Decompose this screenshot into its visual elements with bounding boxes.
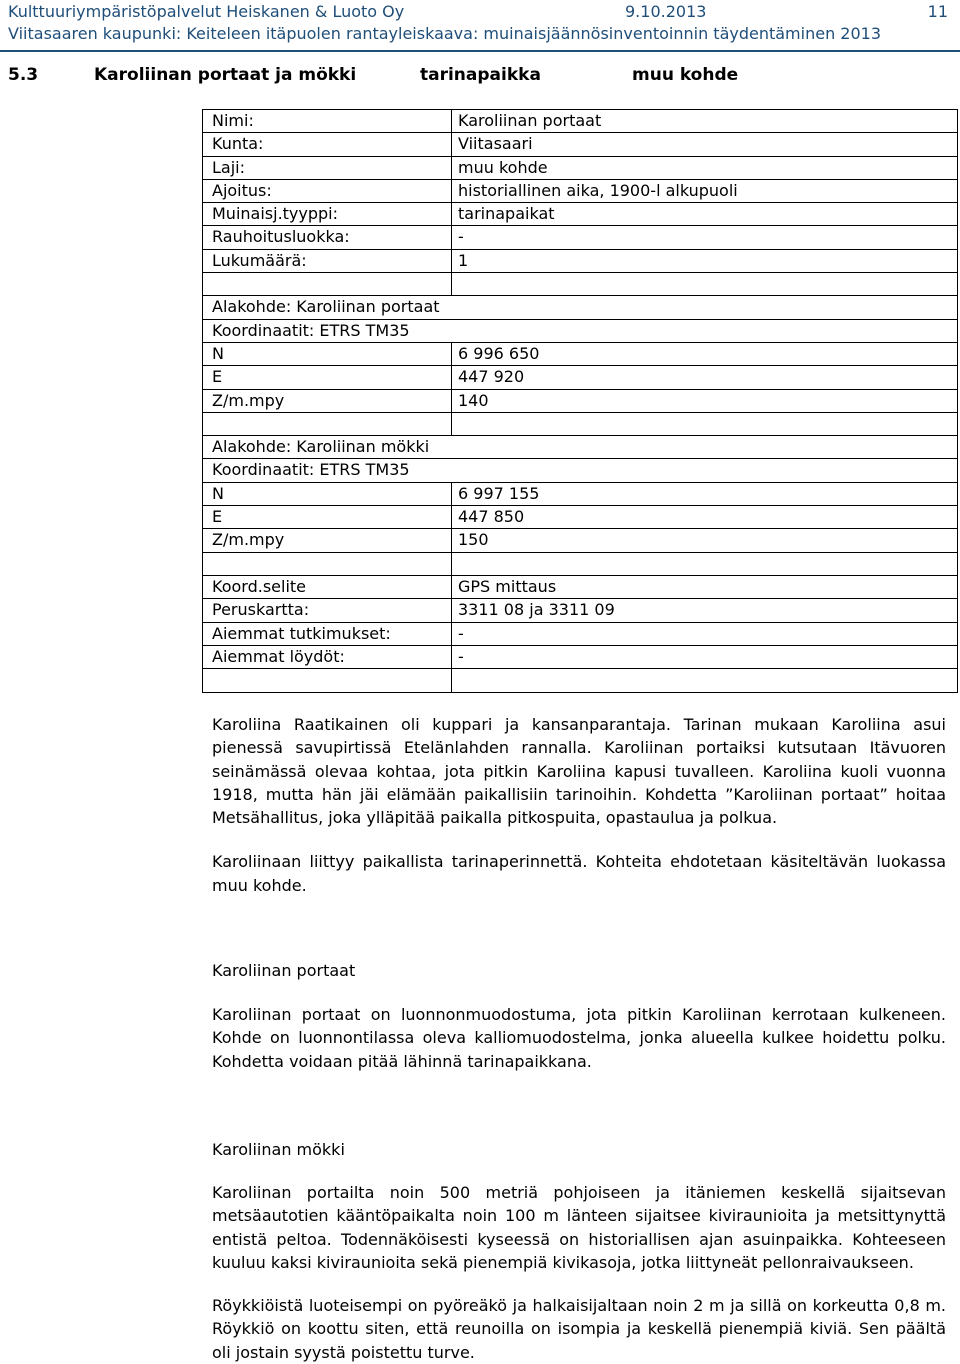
site-info-table — [202, 109, 958, 693]
table-row — [203, 413, 957, 436]
table-row — [203, 553, 957, 576]
column-divider — [451, 599, 452, 621]
table-row-value: tarinapaikat — [458, 204, 555, 224]
column-divider — [451, 390, 452, 412]
table-row — [203, 366, 957, 389]
table-row-key: Muinaisj.tyyppi: — [212, 204, 339, 224]
column-divider — [451, 157, 452, 179]
column-divider — [451, 506, 452, 528]
column-divider — [451, 133, 452, 155]
table-row-full-label: Koordinaatit: ETRS TM35 — [212, 320, 410, 340]
column-divider — [451, 250, 452, 272]
table-row-value: 447 920 — [458, 367, 525, 387]
table-row-key: Lukumäärä: — [212, 250, 307, 270]
table-row-value: muu kohde — [458, 157, 548, 177]
header-date: 9.10.2013 — [625, 2, 707, 21]
table-row-value: 140 — [458, 390, 489, 410]
mokki-text — [212, 1181, 946, 1364]
table-row-value: 1 — [458, 250, 469, 270]
table-row — [203, 390, 957, 413]
table-row-value: 447 850 — [458, 507, 525, 527]
table-row — [203, 110, 957, 133]
section-type: muu kohde — [632, 65, 739, 85]
table-row-value: - — [458, 623, 464, 643]
column-divider — [451, 553, 452, 575]
table-row — [203, 436, 957, 459]
table-row-key: Nimi: — [212, 111, 254, 130]
table-row-value: - — [458, 227, 464, 247]
section-name: Karoliinan portaat ja mökki — [94, 65, 357, 85]
mokki-paragraph-1: Karoliinan portailta noin 500 metriä pohjoiseen ja itäniemen keskellä sijaitsevan metsäautotien kääntöpaikalta noin 100 m länteen sijaitsee kiviraunioita ja metsittynyttä entistä peltoa. Todennäköisesti kyseessä on historiallisen ajan asuinpaikka. Kohteeseen kuuluu kaksi kiviraunioita sekä pienempiä kivikasoja, jotka liittyneät pellonraivaukseen. — [212, 1183, 946, 1272]
table-row — [203, 250, 957, 273]
table-row-key: Kunta: — [212, 134, 264, 154]
section-category: tarinapaikka — [420, 65, 541, 85]
column-divider — [451, 203, 452, 225]
table-row — [203, 646, 957, 669]
table-row-value: historiallinen aika, 1900-l alkupuoli — [458, 180, 738, 200]
table-row — [203, 599, 957, 622]
page-header — [0, 0, 960, 48]
column-divider — [451, 273, 452, 295]
column-divider — [451, 366, 452, 388]
table-row-key: N — [212, 483, 224, 503]
intro-text — [212, 713, 946, 897]
table-row-key: Ajoitus: — [212, 180, 272, 200]
table-row-key: Rauhoitusluokka: — [212, 227, 350, 247]
portaat-heading: Karoliinan portaat — [212, 961, 356, 980]
table-row — [203, 296, 957, 319]
table-row-full-label: Alakohde: Karoliinan portaat — [212, 297, 440, 317]
column-divider — [451, 413, 452, 435]
table-row-key: E — [212, 507, 223, 527]
table-row — [203, 483, 957, 506]
table-row-key: Peruskartta: — [212, 600, 310, 620]
table-row — [203, 203, 957, 226]
table-row-value: Viitasaari — [458, 134, 533, 154]
table-row — [203, 459, 957, 482]
page-number: 11 — [927, 2, 948, 21]
column-divider — [451, 483, 452, 505]
header-rule — [0, 50, 960, 52]
table-row-value: 150 — [458, 530, 489, 550]
table-row — [203, 529, 957, 552]
column-divider — [451, 623, 452, 645]
table-row-key: E — [212, 367, 223, 387]
header-line-1 — [8, 2, 948, 22]
mokki-paragraph-2: Röykkiöistä luoteisempi on pyöreäkö ja halkaisijaltaan noin 2 m ja sillä on korkeutta 0,8 m. Röykkiö on koottu siten, että reunoilla on isompia ja keskellä pienempiä kiviä. Sen päältä oli jostain syystä poistettu turve. — [212, 1296, 946, 1362]
table-row-key: Aiemmat löydöt: — [212, 646, 345, 666]
column-divider — [451, 646, 452, 668]
table-row — [203, 273, 957, 296]
table-row — [203, 669, 957, 692]
table-row — [203, 157, 957, 180]
table-row-value: - — [458, 646, 464, 666]
table-row-full-label: Koordinaatit: ETRS TM35 — [212, 460, 410, 480]
table-row-value: Karoliinan portaat — [458, 111, 602, 130]
table-row — [203, 343, 957, 366]
section-number: 5.3 — [8, 65, 39, 85]
table-row-key: Koord.selite — [212, 576, 306, 596]
company-name: Kulttuuriympäristöpalvelut Heiskanen & Luoto Oy — [8, 2, 405, 21]
table-row — [203, 320, 957, 343]
table-row — [203, 226, 957, 249]
table-row-value: 3311 08 ja 3311 09 — [458, 600, 615, 620]
column-divider — [451, 529, 452, 551]
column-divider — [451, 669, 452, 692]
column-divider — [451, 110, 452, 132]
table-row-key: N — [212, 343, 224, 363]
table-row-key: Z/m.mpy — [212, 390, 285, 410]
column-divider — [451, 180, 452, 202]
table-row-full-label: Alakohde: Karoliinan mökki — [212, 437, 430, 457]
column-divider — [451, 226, 452, 248]
portaat-paragraph: Karoliinan portaat on luonnonmuodostuma, jota pitkin Karoliinan kerrotaan kulkeneen. Kohde on luonnontilassa oleva kalliomuodostelma, jonka alueella kulkee hoidettu polku. Kohdetta voidaan pitää lähinnä tarinapaikkana. — [212, 1005, 946, 1071]
intro-paragraph-1: Karoliina Raatikainen oli kuppari ja kansanparantaja. Tarinan mukaan Karoliina asui pienessä savupirtissä Etelänlahden rannalla. Karoliinan portaiksi kutsutaan Itävuoren seinämässä olevaa kohtaa, jota pitkin Karoliina kapusi tuvalleen. Karoliina kuoli vuonna 1918, mutta hän jäi elämään paikallisiin tarinoihin. Kohdetta ”Karoliinan portaat” hoitaa Metsähallitus, joka ylläpitää paikalla pitkospuita, opastaulua ja polkua. — [212, 715, 946, 828]
table-row — [203, 623, 957, 646]
intro-paragraph-2: Karoliinaan liittyy paikallista tarinaperinnettä. Kohteita ehdotetaan käsiteltävän luokassa muu kohde. — [212, 852, 946, 895]
table-row-value: 6 997 155 — [458, 483, 540, 503]
table-row-key: Aiemmat tutkimukset: — [212, 623, 391, 643]
table-row — [203, 180, 957, 203]
table-row-key: Laji: — [212, 157, 245, 177]
table-row — [203, 133, 957, 156]
mokki-heading: Karoliinan mökki — [212, 1140, 345, 1159]
table-row-value: GPS mittaus — [458, 576, 557, 596]
table-row-value: 6 996 650 — [458, 343, 540, 363]
table-row — [203, 576, 957, 599]
table-row-key: Z/m.mpy — [212, 530, 285, 550]
report-title: Viitasaaren kaupunki: Keiteleen itäpuolen rantayleiskaava: muinaisjäännösinventoinnin täydentäminen 2013 — [8, 24, 882, 43]
portaat-text — [212, 1003, 946, 1073]
column-divider — [451, 343, 452, 365]
column-divider — [451, 576, 452, 598]
table-row — [203, 506, 957, 529]
